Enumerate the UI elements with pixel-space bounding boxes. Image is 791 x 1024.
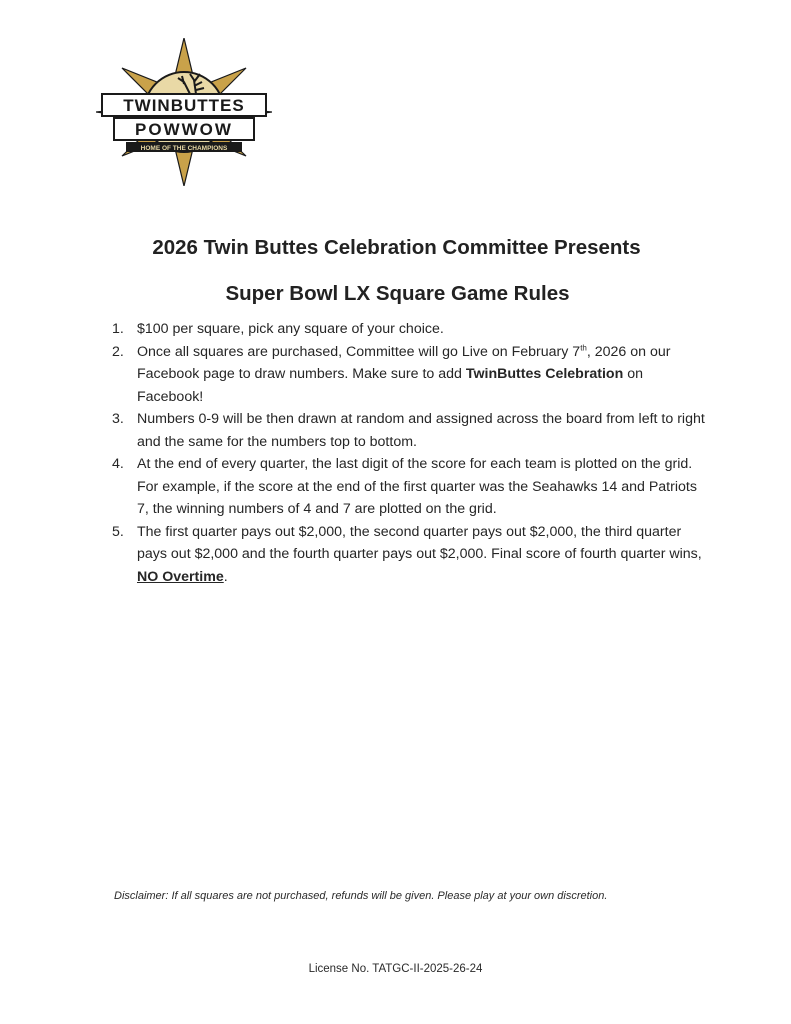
disclaimer: Disclaimer: If all squares are not purchased, refunds will be given. Please play at your own discretion.: [114, 890, 608, 902]
rule-text-part: , 2026 on our Facebook page to draw numbers. Make sure to add: [137, 343, 671, 382]
rule-text-part: on Facebook!: [137, 366, 643, 405]
no-overtime-emphasis: NO Overtime: [137, 568, 224, 585]
rule-item-1: [112, 318, 712, 341]
rule-text-part: .: [223, 568, 228, 585]
rules-list: [112, 318, 712, 588]
rule-text: [137, 524, 702, 585]
rule-item-2: [112, 341, 712, 409]
rule-text-part: Once all squares are purchased, Committee will go Live on February 7: [137, 343, 581, 360]
facebook-page-name: TwinButtes Celebration: [465, 366, 624, 382]
rule-item-5: [112, 521, 712, 589]
rule-item-3: [112, 408, 712, 453]
logo-title-line1: TWINBUTTES: [123, 96, 245, 115]
rule-item-4: [112, 453, 712, 521]
rule-text: $100 per square, pick any square of your choice.: [137, 321, 444, 337]
ordinal-suffix: th: [580, 342, 587, 352]
page-title: 2026 Twin Buttes Celebration Committee Presents: [152, 236, 641, 259]
rule-number: 2.: [112, 343, 124, 360]
rule-text: At the end of every quarter, the last digit of the score for each team is plotted on the grid. For example, if the score at the end of the first quarter was the Seahawks 14 and Patriots 7, the winning numbers of 4 and 7 are plotted on the grid.: [137, 456, 697, 517]
rule-text: [137, 344, 670, 405]
license-number: License No. TATGC-II-2025-26-24: [308, 963, 483, 975]
rule-number: 1.: [112, 321, 124, 337]
rule-number: 5.: [112, 523, 124, 540]
rule-number: 4.: [112, 456, 124, 472]
rule-number: 3.: [112, 411, 124, 427]
rule-text: Numbers 0-9 will be then drawn at random and assigned across the board from left to right and the same for the numbers top to bottom.: [137, 411, 705, 450]
powwow-logo-graphic: [96, 38, 272, 186]
powwow-logo: [96, 38, 272, 186]
page-subtitle: Super Bowl LX Square Game Rules: [225, 282, 570, 305]
logo-tagline: HOME OF THE CHAMPIONS: [140, 145, 228, 152]
logo-title-line2: POWWOW: [135, 120, 233, 139]
rule-text-part: The first quarter pays out $2,000, the second quarter pays out $2,000, the third quarter pays out $2,000 and the fourth quarter pays out $2,000. Final score of fourth quarter wins,: [137, 523, 702, 562]
